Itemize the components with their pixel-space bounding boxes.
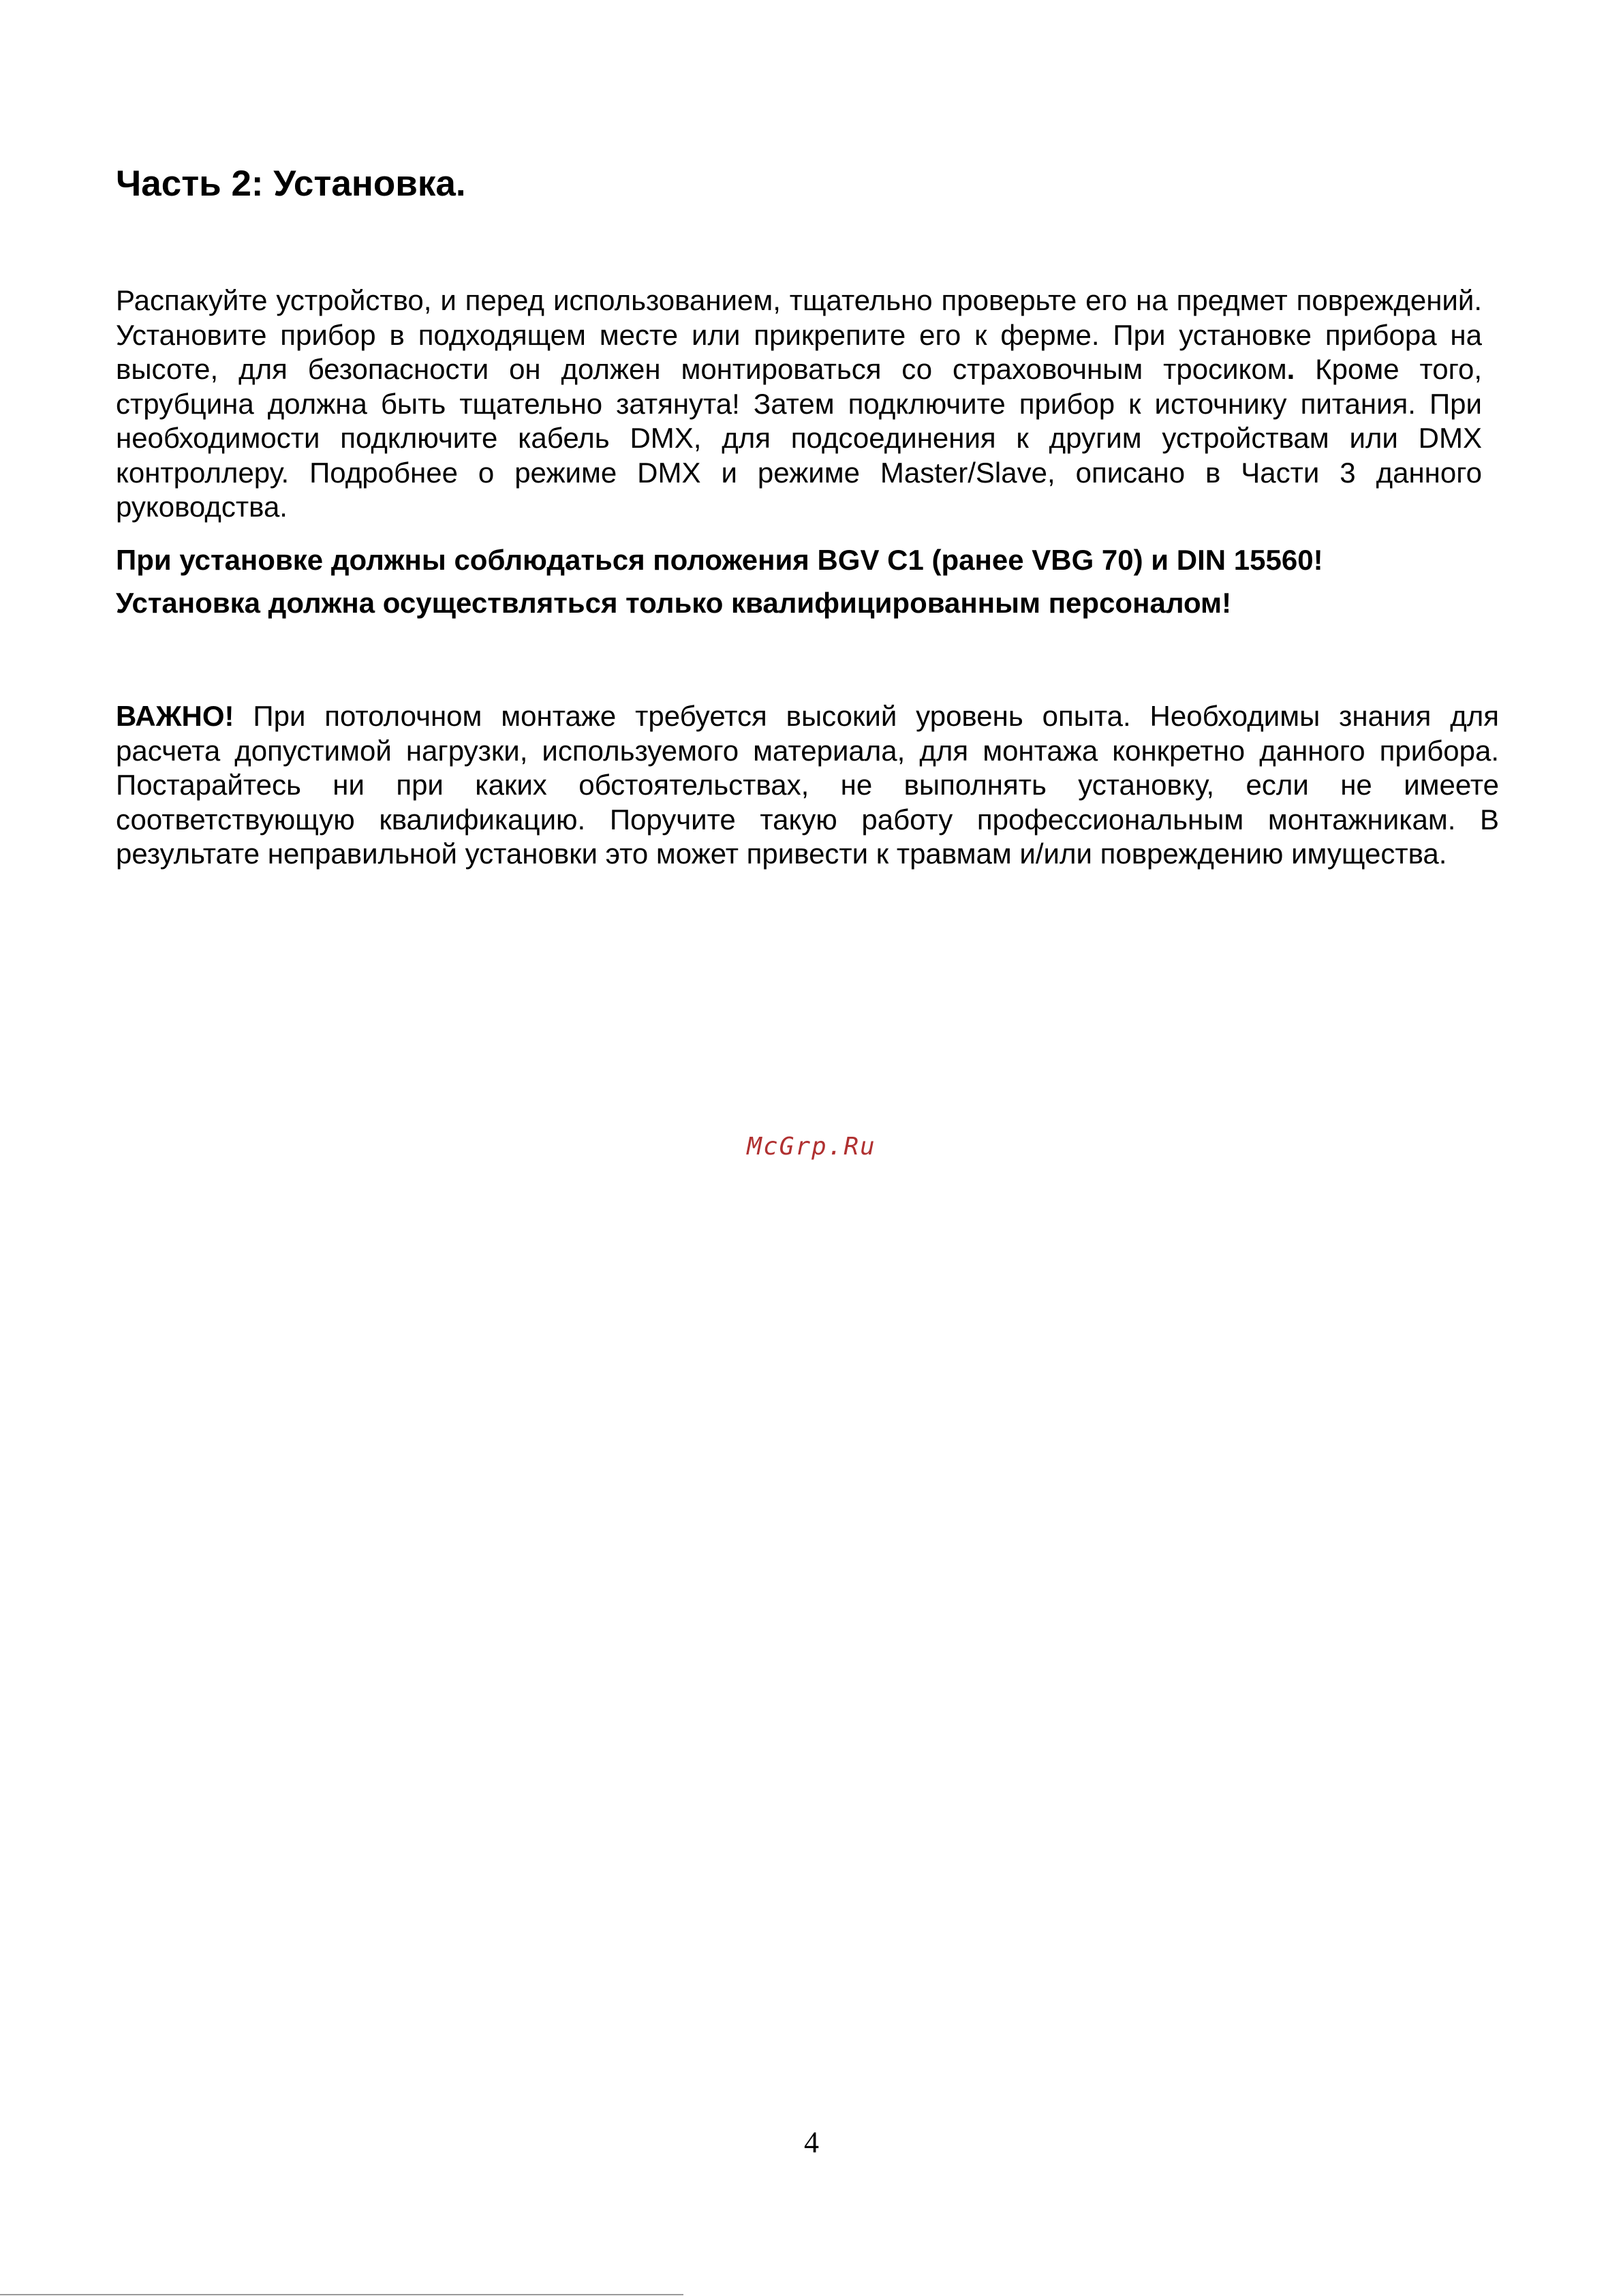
installation-text-start: Распакуйте устройство, и перед использованием, тщательно проверьте его на предмет повреждений. Установите прибор в подходящем месте или прикрепите его к ферме. При установке прибора на высоте, для безопасности он должен монтироваться со страховочным тросиком	[116, 284, 1482, 385]
section-heading: Часть 2: Установка.	[116, 164, 466, 204]
watermark: McGrp.Ru	[747, 1133, 876, 1161]
standards-notice: При установке должны соблюдаться положения BGV C1 (ранее VBG 70) и DIN 15560!	[116, 544, 1323, 576]
important-paragraph	[116, 699, 1499, 872]
page-number: 4	[804, 2126, 819, 2159]
important-label: ВАЖНО!	[116, 700, 234, 732]
footer-divider	[0, 2294, 683, 2295]
installation-bold-dot: .	[1286, 353, 1295, 385]
installation-paragraph	[116, 284, 1482, 525]
qualified-personnel-notice: Установка должна осуществляться только квалифицированным персоналом!	[116, 587, 1232, 619]
important-text: При потолочном монтаже требуется высокий уровень опыта. Необходимы знания для расчета допустимой нагрузки, используемого материала, для монтажа конкретно данного прибора. Постарайтесь ни при каких обстоятельствах, не выполнять установку, если не имеете соответствующую квалификацию. Поручите такую работу профессиональным монтажникам. В результате неправильной установки это может привести к травмам и/или повреждению имущества.	[116, 700, 1499, 870]
installation-text-end: Кроме того, струбцина должна быть тщательно затянута! Затем подключите прибор к источнику питания. При необходимости подключите кабель DMX, для подсоединения к другим устройствам или DMX контроллеру. Подробнее о режиме DMX и режиме Master/Slave, описано в Части 3 данного руководства.	[116, 353, 1482, 523]
